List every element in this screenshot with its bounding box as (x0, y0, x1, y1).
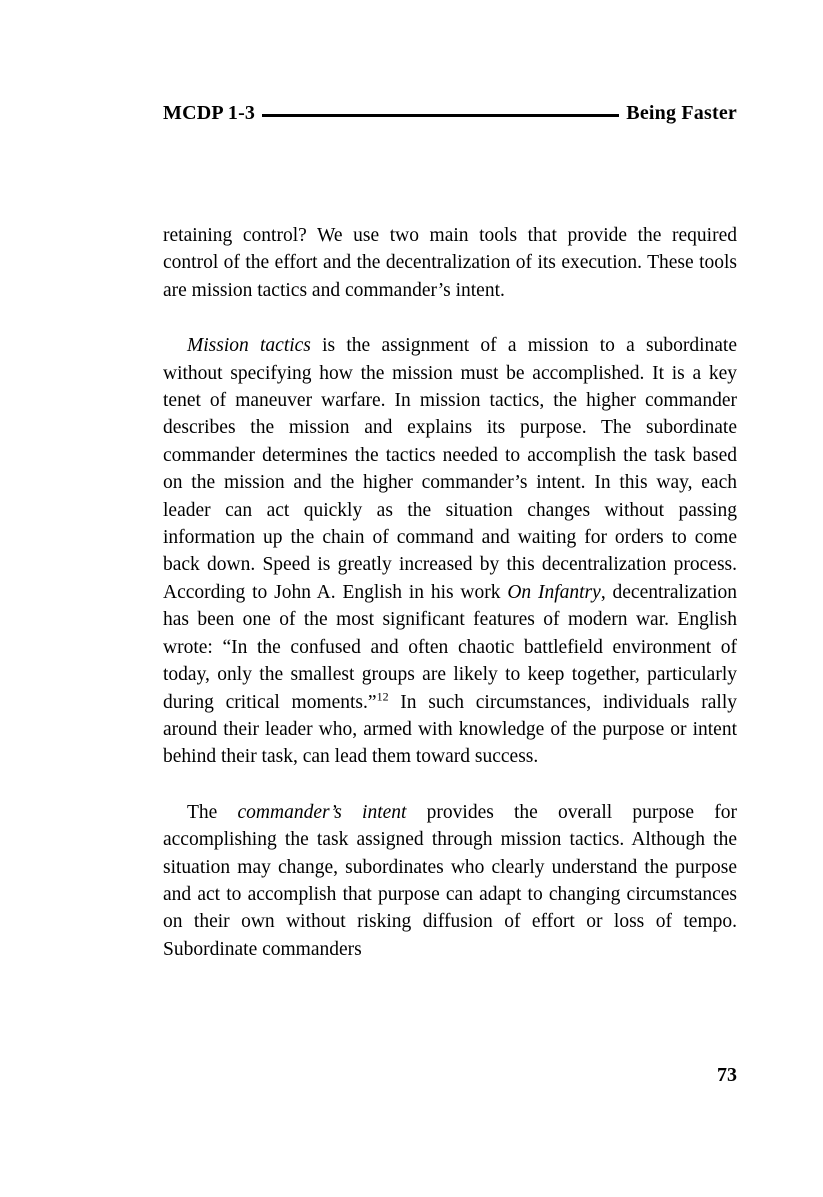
header-rule (262, 114, 619, 117)
paragraph-3 (163, 799, 737, 963)
paragraph-2-text-c: In such circumstances, individuals rally around their leader who, armed with knowledge of the purpose or intent behind their task, can lead them toward success. (163, 691, 737, 768)
header-right-title: Being Faster (626, 102, 737, 124)
page-number: 73 (717, 1064, 737, 1086)
paragraph-3-italic-term: commander’s intent (237, 801, 407, 823)
page-header (163, 102, 737, 125)
paragraph-2 (163, 332, 737, 771)
paragraph-3-text-b: provides the overall purpose for accomplishing the task assigned through mission tactics. Although the situation may change, subordinates who clearly understand the purpose and act to accomplish that purpose can adapt to changing circumstances on their own without risking diffusion of effort or loss of tempo. Subordinate commanders (163, 801, 737, 960)
body-text (163, 222, 737, 963)
paragraph-1 (163, 222, 737, 304)
paragraph-1-text: retaining control? We use two main tools that provide the required control of the effort and the decentralization of its execution. These tools are mission tactics and commander’s intent. (163, 225, 737, 301)
paragraph-2-italic-lead: Mission tactics (187, 335, 311, 357)
page-content (163, 102, 737, 991)
paragraph-3-text-a: The (187, 801, 238, 823)
paragraph-2-italic-book-title: On Infantry (507, 581, 601, 603)
footnote-ref-12: 12 (376, 689, 389, 703)
paragraph-2-text-b: , decentralization has been one of the most significant features of modern war. English wrote: “In the confused and often chaotic battlefield environment of today, only the smallest groups are likely to keep together, particularly during critical moments.” (163, 581, 738, 713)
header-left-title: MCDP 1-3 (163, 102, 256, 124)
paragraph-2-text-a: is the assignment of a mission to a subordinate without specifying how the mission must be accomplished. It is a key tenet of maneuver warfare. In mission tactics, the higher commander describes the mission and explains its purpose. The subordinate commander determines the tactics needed to accomplish the task based on the mission and the higher commander’s intent. In this way, each leader can act quickly as the situation changes without passing information up the chain of command and waiting for orders to come back down. Speed is greatly increased by this decentralization process. According to John A. English in his work (163, 335, 737, 603)
